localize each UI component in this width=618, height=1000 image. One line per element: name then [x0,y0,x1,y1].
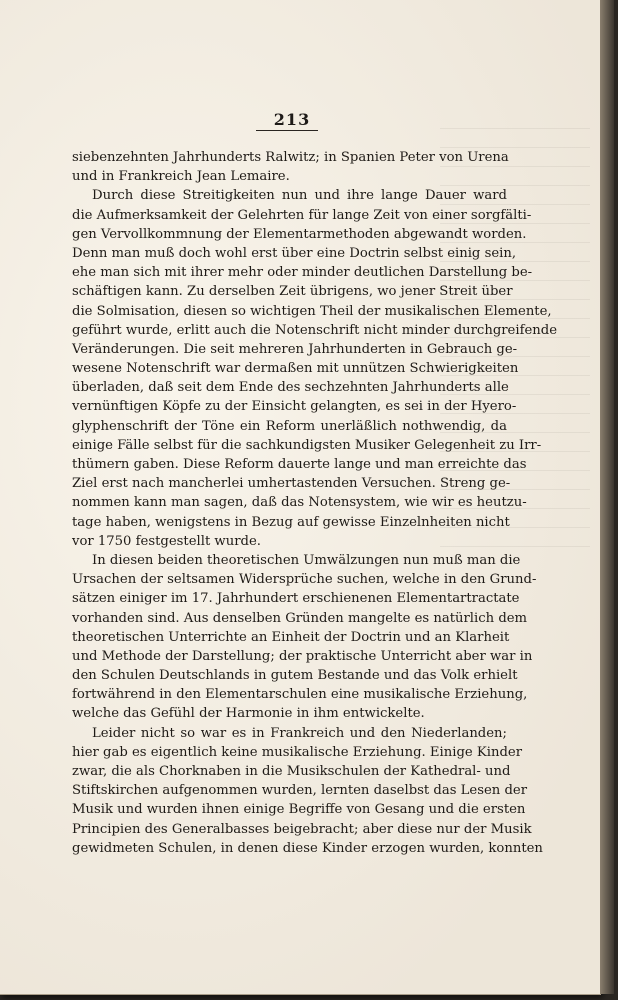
text-line: geführt wurde, erlitt auch die Notenschrift nicht minder durchgreifende [72,322,558,338]
text-line: vorhanden sind. Aus denselben Gründen mangelte es natürlich dem [72,610,528,626]
text-line: vernünftigen Köpfe zu der Einsicht gelangten, es sei in der Hyero- [72,399,517,415]
text-line: den Schulen Deutschlands in gutem Bestande und das Volk erhielt [72,668,518,684]
text-line: Durch diese Streitigkeiten nun und ihre lange Dauer ward [92,188,507,204]
text-line: theoretischen Unterrichte an Einheit der Doctrin und an Klarheit [72,629,510,645]
text-line: Stiftskirchen aufgenommen wurden, lernten daselbst das Lesen der [72,783,528,799]
text-line: thümern gaben. Diese Reform dauerte lange und man erreichte das [72,457,527,472]
text-line: tage haben, wenigstens in Bezug auf gewisse Einzelnheiten nicht [72,514,510,530]
text-line: wesene Notenschrift war dermaßen mit unnützen Schwierigkeiten [72,361,519,377]
text-line: überladen, daß seit dem Ende des sechzehnten Jahrhunderts alle [72,380,509,396]
text-line: und Methode der Darstellung; der praktische Unterricht aber war in [72,648,533,664]
text-line: und in Frankreich Jean Lemaire. [72,169,290,185]
text-line: Musik und wurden ihnen einige Begriffe von Gesang und die ersten [72,802,526,818]
text-line: glyphenschrift der Töne ein Reform unerläßlich nothwendig, da [72,418,507,434]
text-line: vor 1750 festgestellt wurde. [72,533,261,549]
text-line: ehe man sich mit ihrer mehr oder minder deutlichen Darstellung be- [72,265,533,281]
text-line: sätzen einiger im 17. Jahrhundert erschienenen Elementartractate [72,591,520,607]
text-line: Veränderungen. Die seit mehreren Jahrhunderten in Gebrauch ge- [72,341,518,357]
text-line: die Solmisation, diesen so wichtigen Theil der musikalischen Elemente, [72,303,552,319]
text-line: gen Vervollkommnung der Elementarmethoden abgewandt worden. [72,226,527,242]
text-line: Ursachen der seltsamen Widersprüche suchen, welche in den Grund- [72,572,537,588]
text-line: nommen kann man sagen, daß das Notensystem, wie wir es heutzu- [72,495,527,511]
text-line: gewidmeten Schulen, in denen diese Kinder erzogen wurden, konnten [72,840,543,856]
text-line: hier gab es eigentlich keine musikalische Erziehung. Einige Kinder [72,744,523,760]
text-line: welche das Gefühl der Harmonie in ihm entwickelte. [72,706,425,722]
page-number-rule [256,130,318,131]
text-line: Denn man muß doch wohl erst über eine Doctrin selbst einig sein, [72,245,517,261]
text-line: Principien des Generalbasses beigebracht; aber diese nur der Musik [72,821,532,837]
page-number: 213 [273,110,311,129]
text-line: schäftigen kann. Zu derselben Zeit übrigens, wo jener Streit über [72,284,513,300]
text-line: Leider nicht so war es in Frankreich und den Niederlanden; [92,725,507,741]
body-text [72,148,558,858]
text-line: In diesen beiden theoretischen Umwälzungen nun muß man die [92,552,521,568]
text-line: fortwährend in den Elementarschulen eine musikalische Erziehung, [72,687,528,703]
text-line: Ziel erst nach mancherlei umhertastenden Versuchen. Streng ge- [72,476,511,492]
page-edge [600,0,614,994]
text-line: zwar, die als Chorknaben in die Musikschulen der Kathedral- und [72,764,511,779]
text-line: einige Fälle selbst für die sachkundigsten Musiker Gelegenheit zu Irr- [72,437,542,453]
text-line: siebenzehnten Jahrhunderts Ralwitz; in Spanien Peter von Urena [72,150,509,165]
text-line: die Aufmerksamkeit der Gelehrten für lange Zeit von einer sorgfälti- [72,207,532,223]
